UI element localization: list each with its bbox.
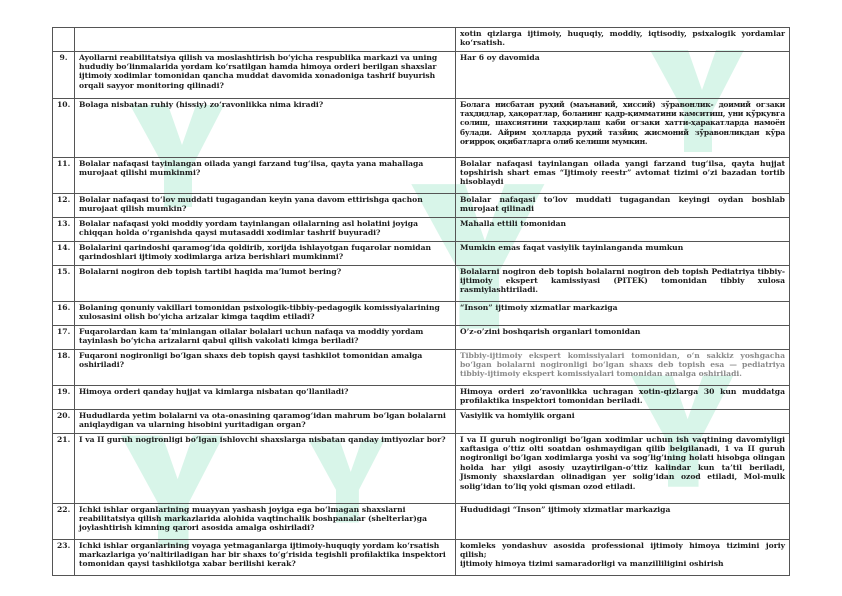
question-cell: Bolaga nisbatan ruhiy (hissiy) zo‘ravonlikka nima kiradi? xyxy=(75,99,456,158)
table-row xyxy=(53,540,790,576)
answer-cell: “Inson” ijtimoiy xizmatlar markaziga xyxy=(456,302,790,326)
question-cell: Bolalarini qarindoshi qaramog‘ida qoldirib, xorijda ishlayotgan fuqarolar nomidan qarindoshlari ijtimoiy xodimlarga ariza berishlari mumkinmi? xyxy=(75,242,456,266)
row-number: 19. xyxy=(53,386,75,410)
table-row xyxy=(53,194,790,218)
questions-table xyxy=(52,27,790,576)
question-cell: I va II guruh nogironligi bo‘lgan ishlovchi shaxslarga nisbatan qanday imtiyozlar bor? xyxy=(75,434,456,504)
row-number: 12. xyxy=(53,194,75,218)
answer-cell: xotin qizlarga ijtimoiy, huquqiy, moddiy, iqtisodiy, psixalogik yordamlar ko‘rsatish. xyxy=(456,28,790,52)
table-row xyxy=(53,266,790,302)
table-row xyxy=(53,350,790,386)
table-row xyxy=(53,99,790,158)
answer-cell: Болага нисбатан руҳий (маънавий, хиссий) зўравонлик- доимий огзаки таҳдидлар, ҳақоратлар, боланинг қадр-қимматини камситиш, уни қўрқувга солиш, шахсиятини таҳқирлаш каби огзаки хатти-ҳаракатларда намоён булади. Айрим ҳолларда руҳий тазйиқ жисмоний зўравонликдан кўра оғирроқ оқибатларга олиб келиши мумкин. xyxy=(456,99,790,158)
answer-cell: Tibbiy-ijtimoiy ekspert komissiyalari tomonidan, o‘n sakkiz yoshgacha bo‘lgan bolalarni nogironligi bo‘lgan shaxs deb topish esa — pediatriya tibbiy-ijtimoiy ekspert komissiyalari tomonidan amalga oshiriladi. xyxy=(456,350,790,386)
answer-cell: Mahalla ettili tomonidan xyxy=(456,218,790,242)
table-row xyxy=(53,410,790,434)
question-cell: Ichki ishlar organlarining voyaga yetmaganlarga ijtimoiy-huquqiy yordam ko‘rsatish markazlariga yo‘naltiriladigan har bir shaxs to‘g‘risida tegishli profilaktika inspektori tomonidan qaysi tashkilotga xabar berilishi kerak? xyxy=(75,540,456,576)
row-number: 10. xyxy=(53,99,75,158)
question-cell: Hududlarda yetim bolalarni va ota-onasining qaramog‘idan mahrum bo‘lgan bolalarni aniqlaydigan va ularning hisobini yuritadigan organ? xyxy=(75,410,456,434)
table-row xyxy=(53,302,790,326)
answer-cell: komleks yondashuv asosida professional ijtimoiy himoya tizimini joriy qilish; ijtimoiy himoya tizimi samaradorligi va manzilliligini oshirish xyxy=(456,540,790,576)
table-row xyxy=(53,28,790,52)
question-cell: Fuqarolardan kam ta’minlangan oilalar bolalari uchun nafaqa va moddiy yordam tayinlash bo‘yicha arizalarni qabul qilish vakolati kimga beriladi? xyxy=(75,326,456,350)
row-number: 20. xyxy=(53,410,75,434)
row-number: 16. xyxy=(53,302,75,326)
question-cell: Ayollarni reabilitatsiya qilish va moslashtirish bo‘yicha respublika markazi va uning hududiy bo‘linmalarida yordam ko‘rsatilgan hamda himoya orderi berilgan shaxslar ijtimoiy xodimlar tomonidan qancha muddat davomida xonadoniga tashrif buyurish orqali sayyor monitoring qilinadi? xyxy=(75,52,456,99)
table-row xyxy=(53,52,790,99)
table-row xyxy=(53,218,790,242)
table-row xyxy=(53,386,790,410)
row-number: 21. xyxy=(53,434,75,504)
row-number: 9. xyxy=(53,52,75,99)
answer-cell: Bolalarni nogiron deb topish bolalarni nogiron deb topish Pediatriya tibbiy-ijtimoiy ekspert kamissiyasi (PITEK) tomonidan tibbiy xulosa rasmiylashtiriladi. xyxy=(456,266,790,302)
row-number: 22. xyxy=(53,504,75,540)
question-cell: Himoya orderi qanday hujjat va kimlarga nisbatan qo‘llaniladi? xyxy=(75,386,456,410)
row-number: 11. xyxy=(53,158,75,194)
row-number: 15. xyxy=(53,266,75,302)
question-cell xyxy=(75,28,456,52)
table-row xyxy=(53,504,790,540)
answer-cell: Bolalar nafaqasi tayinlangan oilada yangi farzand tug‘ilsa, qayta hujjat topshirish shart emas “Ijtimoiy reestr” avtomat tizimi o’zi bazadan tortib hisoblaydi xyxy=(456,158,790,194)
answer-cell: Har 6 oy davomida xyxy=(456,52,790,99)
answer-cell: O’z-o’zini boshqarish organlari tomonidan xyxy=(456,326,790,350)
row-number: 18. xyxy=(53,350,75,386)
question-cell: Ichki ishlar organlarining muayyan yashash joyiga ega bo‘lmagan shaxslarni reabilitatsiya qilish markazlarida alohida vaqtinchalik boshpanalar (shelterlar)ga joylashtirish kimning qarori asosida amalga oshiriladi? xyxy=(75,504,456,540)
question-cell: Bolalar nafaqasi to‘lov muddati tugagandan keyin yana davom ettirishga qachon murojaat qilish mumkin? xyxy=(75,194,456,218)
question-cell: Fuqaroni nogironligi bo‘lgan shaxs deb topish qaysi tashkilot tomonidan amalga oshiriladi? xyxy=(75,350,456,386)
answer-cell: Bolalar nafaqasi to‘lov muddati tugagandan keyingi oydan boshlab murojaat qilinadi xyxy=(456,194,790,218)
question-cell: Bolalarni nogiron deb topish tartibi haqida ma’lumot bering? xyxy=(75,266,456,302)
row-number: 23. xyxy=(53,540,75,576)
answer-cell: I va II guruh nogironligi bo’lgan xodimlar uchun ish vaqtining davomiyligi xaftasiga o’ttiz olti soatdan oshmaydigan qilib belgilanadi, 1 va II guruh nogironligi bo’lgan xodimlarga yoshi va sog’lig’ining holati hisobga olingan holda har yilgi asosiy uzaytirilgan-o’ttiz kalindar kun ta’til beriladi, Jismoniy shaxslardan olinadigan yer solig’idan ozod etiladi, Mol-mulk solig’idan to’liq yoki qisman ozod etiladi. xyxy=(456,434,790,504)
row-number: 13. xyxy=(53,218,75,242)
question-cell: Bolaning qonuniy vakillari tomonidan psixologik-tibbiy-pedagogik komissiyalarining xulosasini olish bo‘yicha arizalar kimga taqdim etiladi? xyxy=(75,302,456,326)
question-cell: Bolalar nafaqasi tayinlangan oilada yangi farzand tug‘ilsa, qayta yana mahallaga murojaat qilishi mumkinmi? xyxy=(75,158,456,194)
answer-cell: Himoya orderi zo‘ravonlikka uchragan xotin-qizlarga 30 kun muddatga profilaktika inspektori tomonidan beriladi. xyxy=(456,386,790,410)
row-number xyxy=(53,28,75,52)
answer-cell: Vasiylik va homiylik organi xyxy=(456,410,790,434)
question-cell: Bolalar nafaqasi yoki moddiy yordam tayinlangan oilalarning asl holatini joyiga chiqqan holda o‘rganishda qaysi mutasaddi xodimlar tashrif buyuradi? xyxy=(75,218,456,242)
table-row xyxy=(53,158,790,194)
answer-cell: Mumkin emas faqat vasiylik tayinlanganda mumkun xyxy=(456,242,790,266)
row-number: 14. xyxy=(53,242,75,266)
answer-cell: Hududidagi “Inson” ijtimoiy xizmatlar markaziga xyxy=(456,504,790,540)
table-row xyxy=(53,434,790,504)
table-row xyxy=(53,242,790,266)
table-row xyxy=(53,326,790,350)
row-number: 17. xyxy=(53,326,75,350)
